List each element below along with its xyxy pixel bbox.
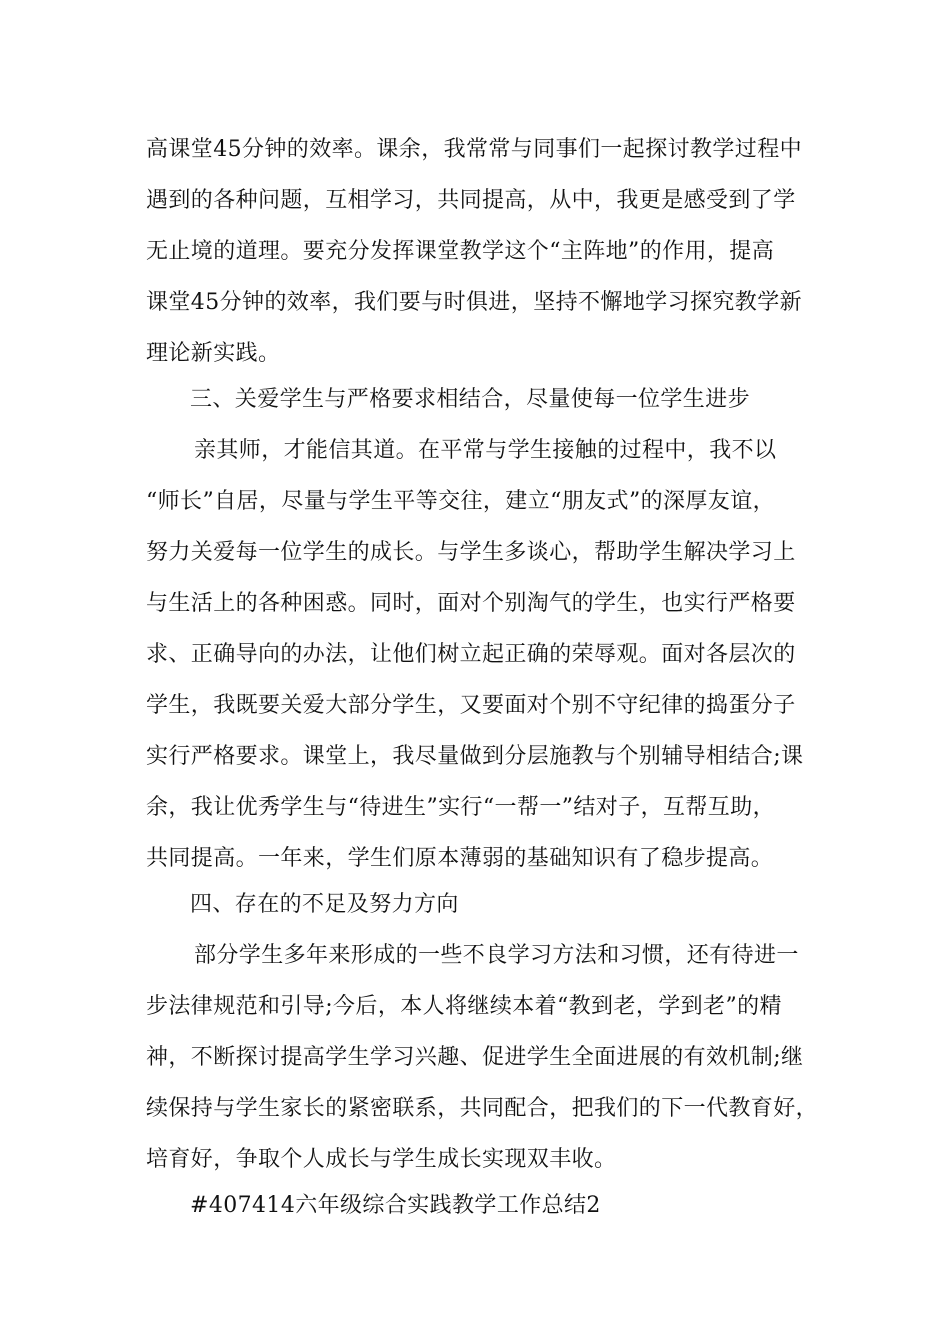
paragraph-line: 共同提高。一年来，学生们原本薄弱的基础知识有了稳步提高。 bbox=[146, 846, 774, 871]
paragraph-line: 努力关爱每一位学生的成长。与学生多谈心，帮助学生解决学习上 bbox=[146, 540, 796, 565]
paragraph-line: 续保持与学生家长的紧密联系，共同配合，把我们的下一代教育好， bbox=[146, 1096, 818, 1121]
paragraph-line: 遇到的各种问题，互相学习，共同提高，从中，我更是感受到了学 bbox=[146, 188, 796, 213]
section-heading: 三、关爱学生与严格要求相结合，尽量使每一位学生进步 bbox=[190, 387, 751, 412]
paragraph-line: 学生，我既要关爱大部分学生，又要面对个别不守纪律的捣蛋分子 bbox=[146, 693, 796, 718]
paragraph-line: 求、正确导向的办法，让他们树立起正确的荣辱观。面对各层次的 bbox=[146, 642, 796, 667]
paragraph-line: 理论新实践。 bbox=[146, 341, 281, 366]
paragraph-line: 培育好，争取个人成长与学生成长实现双丰收。 bbox=[146, 1147, 617, 1172]
paragraph-line: 实行严格要求。课堂上，我尽量做到分层施教与个别辅导相结合;课 bbox=[146, 744, 804, 769]
paragraph-line: 亲其师，才能信其道。在平常与学生接触的过程中，我不以 bbox=[194, 438, 777, 463]
paragraph-line: 无止境的道理。要充分发挥课堂教学这个“主阵地”的作用，提高 bbox=[146, 239, 775, 264]
paragraph-line: 步法律规范和引导;今后，本人将继续本着“教到老，学到老”的精 bbox=[146, 994, 782, 1019]
paragraph-line: 与生活上的各种困惑。同时，面对个别淘气的学生，也实行严格要 bbox=[146, 591, 796, 616]
section-heading: 四、存在的不足及努力方向 bbox=[190, 892, 459, 917]
document-title: #407414六年级综合实践教学工作总结2 bbox=[190, 1193, 601, 1218]
paragraph-line: 余，我让优秀学生与“待进生”实行“一帮一”结对子，互帮互助， bbox=[146, 795, 775, 820]
paragraph-line: 课堂45分钟的效率，我们要与时俱进，坚持不懈地学习探究教学新 bbox=[146, 290, 802, 315]
paragraph-line: 部分学生多年来形成的一些不良学习方法和习惯，还有待进一 bbox=[194, 943, 799, 968]
paragraph-line: 高课堂45分钟的效率。课余，我常常与同事们一起探讨教学过程中 bbox=[146, 137, 802, 162]
paragraph-line: 神，不断探讨提高学生学习兴趣、促进学生全面进展的有效机制;继 bbox=[146, 1045, 804, 1070]
paragraph-line: “师长”自居，尽量与学生平等交往，建立“朋友式”的深厚友谊， bbox=[146, 489, 775, 514]
